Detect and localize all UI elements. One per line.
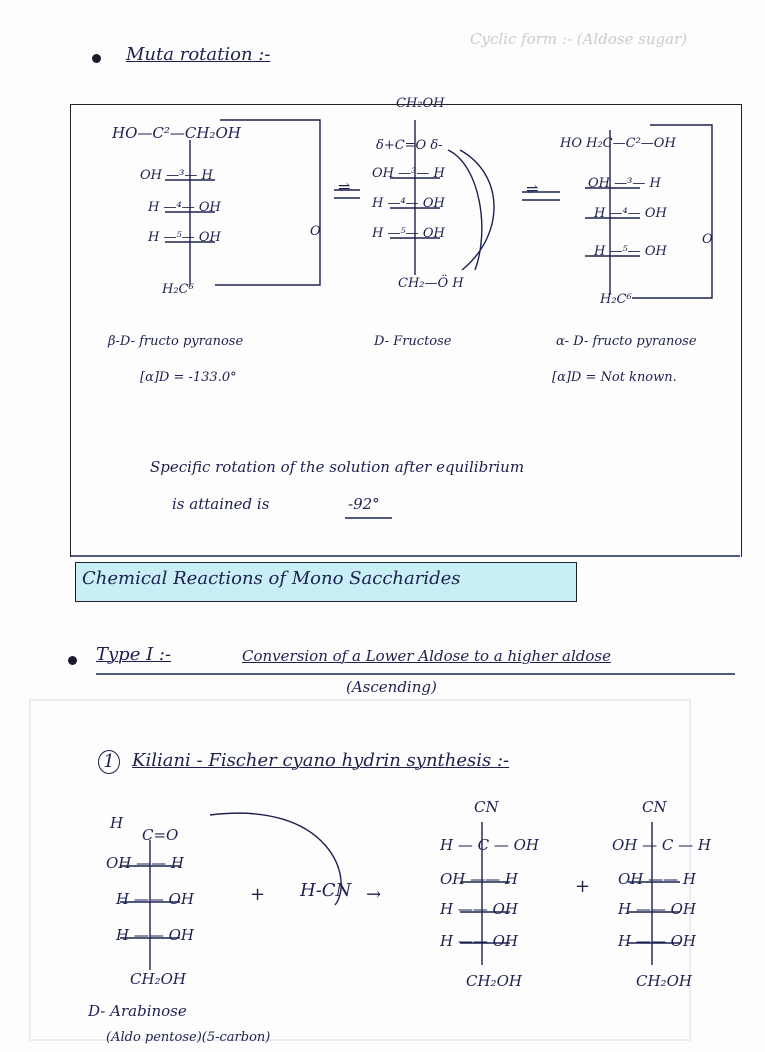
struct1-name: β-D- fructo pyranose [108,334,244,349]
struct1-line-2: OH —³— H [140,168,213,183]
type-label: Type I :- [96,644,172,665]
product2-line-5: H —— OH [618,932,696,950]
product2-line-4: H —— OH [618,900,696,918]
reactant-note: (Aldo pentose)(5-carbon) [106,1030,271,1045]
reactant-line-4: H —— OH [116,890,194,908]
ghost-text: Cyclic form :- (Aldose sugar) [470,30,688,48]
struct2-line-6: CH₂—Ö H [398,276,464,291]
struct2-line-4: H —⁴— OH [372,196,445,211]
struct3-line-4: H —⁵— OH [594,244,667,259]
product2-line-6: CH₂OH [636,972,692,990]
struct1-line-5: H₂C⁶ [162,282,194,297]
product1-line-2: H — C — OH [440,836,540,854]
note-line-2: is attained is [172,495,270,513]
note-line-1: Specific rotation of the solution after equilibrium [150,458,525,476]
reactant-name: D- Arabinose [88,1002,187,1020]
reactant-line-2: C=O [142,826,179,844]
struct3-line-2: OH —³— H [588,176,661,191]
struct2-line-5: H —⁵— OH [372,226,445,241]
struct3-name: α- D- fructo pyranose [556,334,697,349]
product2-line-1: CN [642,798,667,816]
struct1-rotation: [α]D = -133.0° [140,370,237,385]
note-value: -92° [348,495,380,513]
struct1-line-3: H —⁴— OH [148,200,221,215]
product2-line-3: OH —— H [618,870,696,888]
reactant-line-3: OH —— H [106,854,184,872]
struct3-line-3: H —⁴— OH [594,206,667,221]
product2-line-2: OH — C — H [612,836,712,854]
product1-line-3: OH —— H [440,870,518,888]
product1-line-1: CN [474,798,499,816]
struct1-line-1: HO—C²—CH₂OH [112,124,241,142]
product1-line-5: H —— OH [440,932,518,950]
struct1-line-4: H —⁵— OH [148,230,221,245]
ring-oxygen-3: O [702,232,713,247]
struct2-line-2: δ+C=O δ- [376,138,443,153]
step-number-circle: 1 [98,750,120,774]
product1-line-4: H —— OH [440,900,518,918]
struct3-rotation: [α]D = Not known. [552,370,677,385]
ring-oxygen-1: O [310,224,321,239]
product1-line-6: CH₂OH [466,972,522,990]
equilibrium-icon-2: ⇌ [526,180,539,198]
reactant-line-6: CH₂OH [130,970,186,988]
reaction-arrow-icon: → [366,884,382,905]
struct3-line-5: H₂C⁶ [600,292,632,307]
bullet-icon [68,656,77,665]
plus-sign-1: + [250,884,266,905]
struct3-line-1: HO H₂C—C²—OH [560,136,676,151]
struct2-name: D- Fructose [374,334,452,349]
section-title-kiliani: Kiliani - Fischer cyano hydrin synthesis :- [132,750,510,771]
struct2-line-3: OH —³— H [372,166,445,181]
reagent-hcn: H-CN [300,880,352,901]
struct2-line-1: CH₂OH [396,96,445,111]
reactant-line-1: H [110,814,124,832]
equilibrium-icon-1: ⇌ [338,178,351,196]
reactant-line-5: H —— OH [116,926,194,944]
section-title-mutarotation: Muta rotation :- [126,44,271,65]
type-description: Conversion of a Lower Aldose to a higher aldose [242,647,611,665]
type-subtitle: (Ascending) [346,678,437,696]
plus-sign-2: + [575,876,591,897]
section-heading-reactions: Chemical Reactions of Mono Saccharides [82,568,461,589]
